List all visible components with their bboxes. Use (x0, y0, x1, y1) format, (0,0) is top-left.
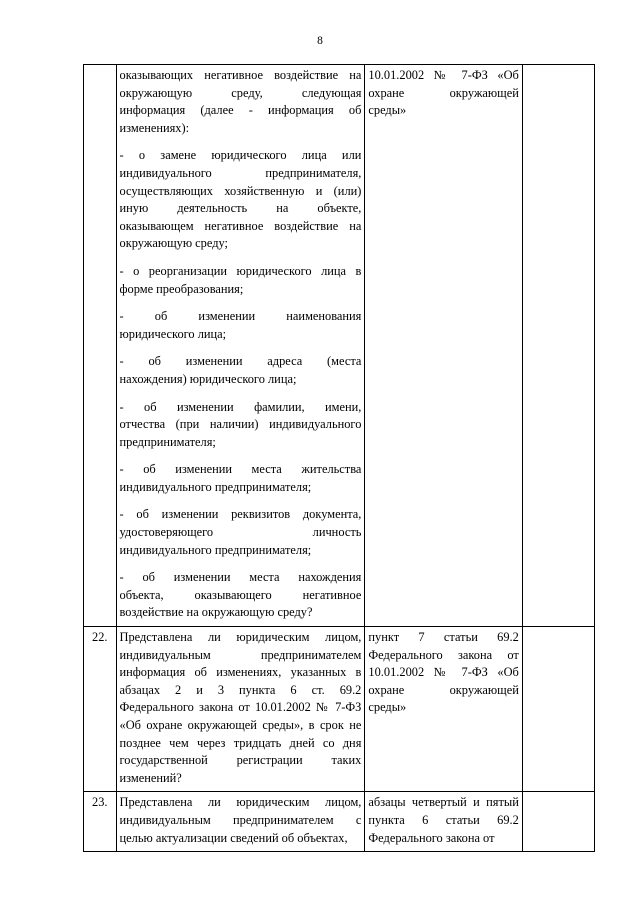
legal-reference-line: абзацы четвертый и пятый (368, 795, 519, 810)
question-line: оказывающих негативное воздействие на (119, 68, 362, 82)
question-line: государственной регистрации таких (119, 753, 362, 768)
question-line: абзацах 2 и 3 пункта 6 ст. 69.2 (119, 682, 362, 697)
question-line: юридического лица; (119, 326, 227, 341)
question-line: осуществляющих хозяйственную и (или) (119, 183, 362, 198)
question-line: - об изменении адреса (места (119, 354, 362, 369)
question-paragraph (120, 506, 362, 559)
question-paragraph (120, 569, 362, 622)
question-line: индивидуального предпринимателя; (119, 479, 312, 494)
question-line: позднее чем через тридцать дней со дня (119, 735, 362, 750)
row-number (84, 65, 117, 627)
table-row (84, 792, 595, 852)
question-line: окружающую среду; (119, 236, 228, 251)
legal-reference-line: среды» (368, 103, 407, 118)
row-number: 22. (84, 627, 117, 792)
question-line: - об изменении реквизитов документа, (119, 507, 362, 522)
legal-reference-line: охране окружающей (368, 682, 519, 697)
question-paragraph (120, 263, 362, 298)
question-line: Представлена ли юридическим лицом, (119, 630, 362, 645)
question-line: изменениях): (119, 120, 190, 135)
question-paragraph (120, 353, 362, 388)
requirement-question-cell (116, 792, 365, 852)
question-line: отчества (при наличии) индивидуального (119, 417, 362, 432)
question-line: информация (далее - информация об (119, 103, 362, 118)
question-paragraph (120, 461, 362, 496)
question-line: иную деятельность на объекте, (119, 201, 362, 216)
requirements-table (83, 64, 595, 852)
question-line: индивидуальным предпринимателем с (119, 812, 362, 827)
question-line: целью актуализации сведений об объектах, (119, 830, 348, 845)
question-line: воздействие на окружающую среду? (119, 605, 313, 620)
question-line: - о замене юридического лица или (119, 148, 362, 163)
table-row (84, 65, 595, 627)
question-line: - об изменении фамилии, имени, (119, 399, 362, 414)
question-line: нахождения) юридического лица; (119, 371, 297, 386)
legal-reference-cell (365, 65, 522, 627)
question-line: объекта, оказывающего негативное (119, 587, 362, 602)
question-paragraph (120, 399, 362, 452)
legal-reference-line: Федерального закона от (368, 830, 495, 845)
answer-cell[interactable] (522, 65, 594, 627)
question-line: индивидуального предпринимателя, (119, 165, 362, 180)
question-line: - об изменении места нахождения (119, 570, 362, 585)
question-line: окружающую среду, следующая (119, 85, 362, 100)
question-line: информация об изменениях, указанных в (119, 665, 362, 680)
question-paragraph (120, 147, 362, 253)
table-row (84, 627, 595, 792)
question-line: оказывающем негативное воздействие на (119, 218, 362, 233)
legal-reference-line: 10.01.2002 № 7-ФЗ «Об (368, 665, 519, 680)
question-line: Представлена ли юридическим лицом, (119, 795, 362, 810)
question-line: форме преобразования; (119, 281, 244, 296)
row-number: 23. (84, 792, 117, 852)
legal-reference-line: среды» (368, 700, 407, 715)
question-line: изменений? (119, 770, 182, 785)
question-line: - о реорганизации юридического лица в (119, 263, 362, 278)
answer-cell[interactable] (522, 627, 594, 792)
requirements-table-body (84, 65, 595, 852)
question-line: - об изменении наименования (119, 309, 362, 324)
question-paragraph (120, 67, 362, 137)
question-line: Федерального закона от 10.01.2002 № 7-ФЗ (119, 700, 362, 715)
legal-reference-cell (365, 627, 522, 792)
legal-reference-line: пункта 6 статьи 69.2 (368, 812, 519, 827)
page-number: 8 (317, 35, 323, 47)
question-line: предпринимателя; (119, 434, 216, 449)
legal-reference-line: охране окружающей (368, 85, 519, 100)
question-paragraph (120, 308, 362, 343)
legal-reference-line: 10.01.2002 № 7-ФЗ «Об (368, 68, 519, 82)
requirement-question-cell (116, 627, 365, 792)
legal-reference-line: Федерального закона от (368, 647, 519, 662)
question-line: удостоверяющего личность (119, 525, 362, 540)
question-line: индивидуальным предпринимателем (119, 647, 362, 662)
question-paragraph (120, 629, 362, 787)
requirement-question-cell (116, 65, 365, 627)
answer-cell[interactable] (522, 792, 594, 852)
question-line: - об изменении места жительства (119, 462, 362, 477)
question-line: индивидуального предпринимателя; (119, 542, 312, 557)
legal-reference-cell (365, 792, 522, 852)
question-paragraph (120, 794, 362, 847)
question-line: «Об охране окружающей среды», в срок не (119, 718, 362, 732)
legal-reference-line: пункт 7 статьи 69.2 (368, 630, 519, 645)
